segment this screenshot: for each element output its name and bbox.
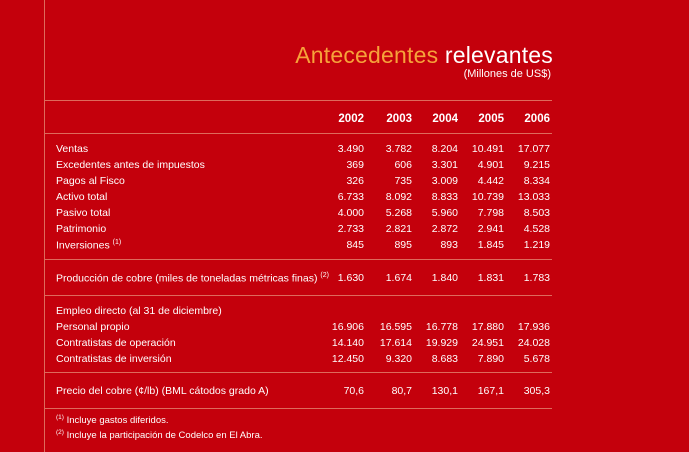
row-label (56, 223, 106, 235)
table-cell-value: 9.320 (385, 353, 412, 365)
table-cell-value: 606 (394, 159, 412, 171)
table-cell-value: 7.890 (477, 353, 504, 365)
footnote-text: Incluye gastos diferidos. (63, 415, 169, 427)
table-cell-value: 24.028 (517, 337, 550, 349)
row-label-text: Contratistas de inversión (56, 353, 172, 365)
table-cell-value: 3.490 (337, 143, 364, 155)
year-header: 2006 (524, 113, 550, 125)
title-word-2: relevantes (444, 42, 553, 68)
table-row (0, 353, 689, 369)
row-label-text: Producción de cobre (miles de toneladas métricas finas) (56, 272, 321, 285)
table-cell-value: 167,1 (477, 385, 504, 397)
row-label (56, 337, 176, 349)
row-label (56, 175, 125, 187)
divider-line (44, 259, 552, 260)
table-row (0, 207, 689, 223)
row-label (56, 207, 110, 219)
year-header: 2004 (432, 113, 458, 125)
table-cell-value: 10.739 (471, 191, 504, 203)
table-row (0, 159, 689, 175)
table-cell-value: 1.845 (477, 239, 504, 251)
page-title (295, 42, 553, 69)
row-label-text: Pasivo total (56, 207, 111, 219)
footnote-text: Incluye la participación de Codelco en El Abra. (63, 430, 263, 442)
row-label-text: Personal propio (56, 321, 130, 333)
divider-line (44, 372, 552, 373)
table-cell-value: 1.674 (385, 272, 412, 284)
row-label (56, 272, 329, 285)
footnote-mark: (1) (56, 414, 64, 421)
table-cell-value: 326 (346, 175, 364, 187)
table-cell-value: 305,3 (523, 385, 550, 397)
table-cell-value: 8.204 (431, 143, 458, 155)
table-cell-value: 2.941 (477, 223, 504, 235)
table-cell-value: 2.821 (385, 223, 412, 235)
footnote (56, 414, 263, 429)
table-cell-value: 3.782 (385, 143, 412, 155)
table-cell-value: 735 (394, 175, 412, 187)
divider-line (44, 133, 552, 134)
table-cell-value: 16.906 (331, 321, 364, 333)
table-cell-value: 17.880 (471, 321, 504, 333)
table-cell-value: 7.798 (477, 207, 504, 219)
table-cell-value: 130,1 (431, 385, 458, 397)
table-cell-value: 3.301 (431, 159, 458, 171)
table-row (0, 223, 689, 239)
table-cell-value: 19.929 (425, 337, 458, 349)
footnote-ref: (2) (320, 272, 329, 279)
table-cell-value: 5.268 (385, 207, 412, 219)
row-label-text: Excedentes antes de impuestos (56, 159, 205, 171)
table-cell-value: 6.733 (337, 191, 364, 203)
table-cell-value: 8.833 (431, 191, 458, 203)
table-cell-value: 4.442 (477, 175, 504, 187)
table-cell-value: 10.491 (471, 143, 504, 155)
table-cell-value: 17.614 (379, 337, 412, 349)
table-cell-value: 17.077 (517, 143, 550, 155)
table-cell-value: 17.936 (517, 321, 550, 333)
table-cell-value: 8.503 (523, 207, 550, 219)
table-cell-value: 70,6 (343, 385, 364, 397)
row-label-text: Activo total (56, 191, 108, 203)
divider-line (44, 295, 552, 296)
table-cell-value: 80,7 (391, 385, 412, 397)
divider-line (44, 408, 552, 409)
table-cell-value: 5.960 (431, 207, 458, 219)
row-label (56, 143, 88, 155)
table-cell-value: 8.092 (385, 191, 412, 203)
table-cell-value: 13.033 (517, 191, 550, 203)
row-label (56, 385, 269, 397)
table-row (0, 272, 689, 288)
table-row (0, 337, 689, 353)
table-cell-value: 16.778 (425, 321, 458, 333)
table-cell-value: 1.219 (523, 239, 550, 251)
table-cell-value: 1.831 (477, 272, 504, 284)
table-cell-value: 1.840 (431, 272, 458, 284)
row-label-text: Empleo directo (al 31 de diciembre) (56, 305, 222, 317)
table-cell-value: 1.630 (337, 272, 364, 284)
year-header: 2003 (386, 113, 412, 125)
table-row (0, 143, 689, 159)
footnotes (56, 414, 263, 444)
table-cell-value: 9.215 (523, 159, 550, 171)
page-subtitle: (Millones de US$) (463, 68, 551, 80)
table-row (0, 191, 689, 207)
table-cell-value: 2.872 (431, 223, 458, 235)
row-label-text: Patrimonio (56, 223, 107, 235)
row-label (56, 159, 205, 171)
table-row (0, 175, 689, 191)
table-row (0, 305, 689, 321)
table-row (0, 321, 689, 337)
row-label-text: Precio del cobre (¢/lb) (BML cátodos grado A) (56, 385, 269, 397)
row-label (56, 305, 222, 317)
row-label (56, 353, 172, 365)
table-cell-value: 4.528 (523, 223, 550, 235)
table-cell-value: 8.334 (523, 175, 550, 187)
title-word-1: Antecedentes (295, 42, 439, 68)
table-cell-value: 4.901 (477, 159, 504, 171)
row-label-text: Ventas (56, 143, 89, 155)
table-cell-value: 14.140 (331, 337, 364, 349)
table-cell-value: 893 (440, 239, 458, 251)
footnote-mark: (2) (56, 429, 64, 436)
table-cell-value: 8.683 (431, 353, 458, 365)
table-cell-value: 369 (346, 159, 364, 171)
footnote-ref: (1) (112, 239, 122, 246)
divider-line (44, 100, 552, 101)
footnote (56, 429, 263, 444)
table-cell-value: 16.595 (379, 321, 412, 333)
table-row (0, 385, 689, 401)
row-label (56, 239, 121, 252)
year-header: 2002 (338, 113, 364, 125)
row-label (56, 191, 107, 203)
table-cell-value: 12.450 (331, 353, 364, 365)
year-header: 2005 (478, 113, 504, 125)
table-cell-value: 5.678 (523, 353, 550, 365)
row-label (56, 321, 130, 333)
row-label-text: Contratistas de operación (56, 337, 176, 349)
table-cell-value: 3.009 (431, 175, 458, 187)
row-label-text: Pagos al Fisco (56, 175, 125, 187)
table-cell-value: 1.783 (523, 272, 550, 284)
table-cell-value: 2.733 (337, 223, 364, 235)
table-cell-value: 24.951 (471, 337, 504, 349)
table-cell-value: 845 (346, 239, 364, 251)
table-row (0, 239, 689, 255)
row-label-text: Inversiones (56, 239, 113, 252)
table-cell-value: 4.000 (337, 207, 364, 219)
table-cell-value: 895 (394, 239, 412, 251)
